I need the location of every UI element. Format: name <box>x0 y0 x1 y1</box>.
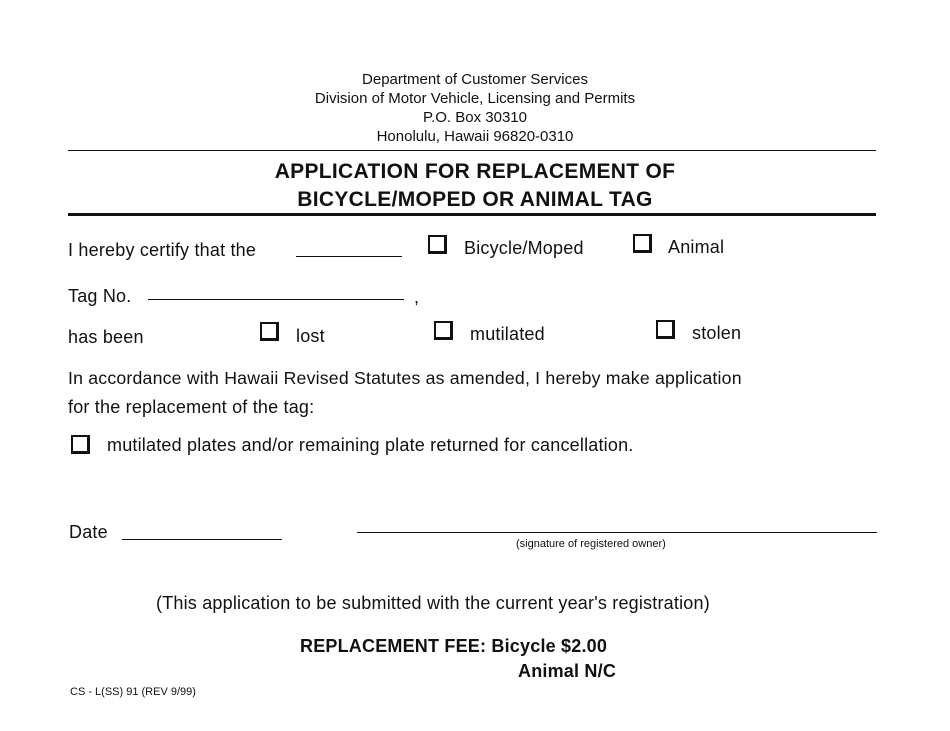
replacement-fee-bicycle: REPLACEMENT FEE: Bicycle $2.00 <box>300 636 608 656</box>
vehicle-type-blank[interactable] <box>296 256 402 257</box>
department-name: Department of Customer Services <box>362 71 588 88</box>
checkbox-lost[interactable] <box>260 322 279 341</box>
signature-line[interactable] <box>357 532 877 533</box>
animal-label: Animal <box>668 237 725 257</box>
po-box: P.O. Box 30310 <box>423 109 527 126</box>
tag-number-blank[interactable] <box>148 299 404 300</box>
status-label: has been <box>68 327 144 347</box>
tag-number-comma: , <box>414 287 420 307</box>
mutilated-label: mutilated <box>470 324 545 344</box>
plates-returned-label: mutilated plates and/or remaining plate returned for cancellation. <box>107 435 634 455</box>
division-name: Division of Motor Vehicle, Licensing and Permits <box>314 90 636 107</box>
submission-note: (This application to be submitted with the current year's registration) <box>156 593 710 613</box>
checkbox-animal[interactable] <box>633 234 652 253</box>
date-label: Date <box>69 522 108 542</box>
tag-number-label: Tag No. <box>68 286 132 306</box>
certify-label: I hereby certify that the <box>68 240 257 260</box>
form-code: CS - L(SS) 91 (REV 9/99) <box>70 686 196 698</box>
stolen-label: stolen <box>692 323 742 343</box>
checkbox-bicycle-moped[interactable] <box>428 235 447 254</box>
checkbox-stolen[interactable] <box>656 320 675 339</box>
statement-line1: In accordance with Hawaii Revised Statutes as amended, I hereby make application <box>68 368 742 388</box>
replacement-fee-animal: Animal N/C <box>518 661 617 681</box>
statement-line2: for the replacement of the tag: <box>68 397 315 417</box>
bicycle-moped-label: Bicycle/Moped <box>464 238 584 258</box>
date-blank[interactable] <box>122 539 282 540</box>
lost-label: lost <box>296 326 325 346</box>
title-divider <box>68 213 876 216</box>
checkbox-plates-returned[interactable] <box>71 435 90 454</box>
city-address: Honolulu, Hawaii 96820-0310 <box>376 128 574 145</box>
form-title-line1: APPLICATION FOR REPLACEMENT OF <box>274 160 676 183</box>
checkbox-mutilated[interactable] <box>434 321 453 340</box>
signature-caption: (signature of registered owner) <box>516 538 666 550</box>
header-divider <box>68 150 876 151</box>
form-title-line2: BICYCLE/MOPED OR ANIMAL TAG <box>297 188 653 211</box>
